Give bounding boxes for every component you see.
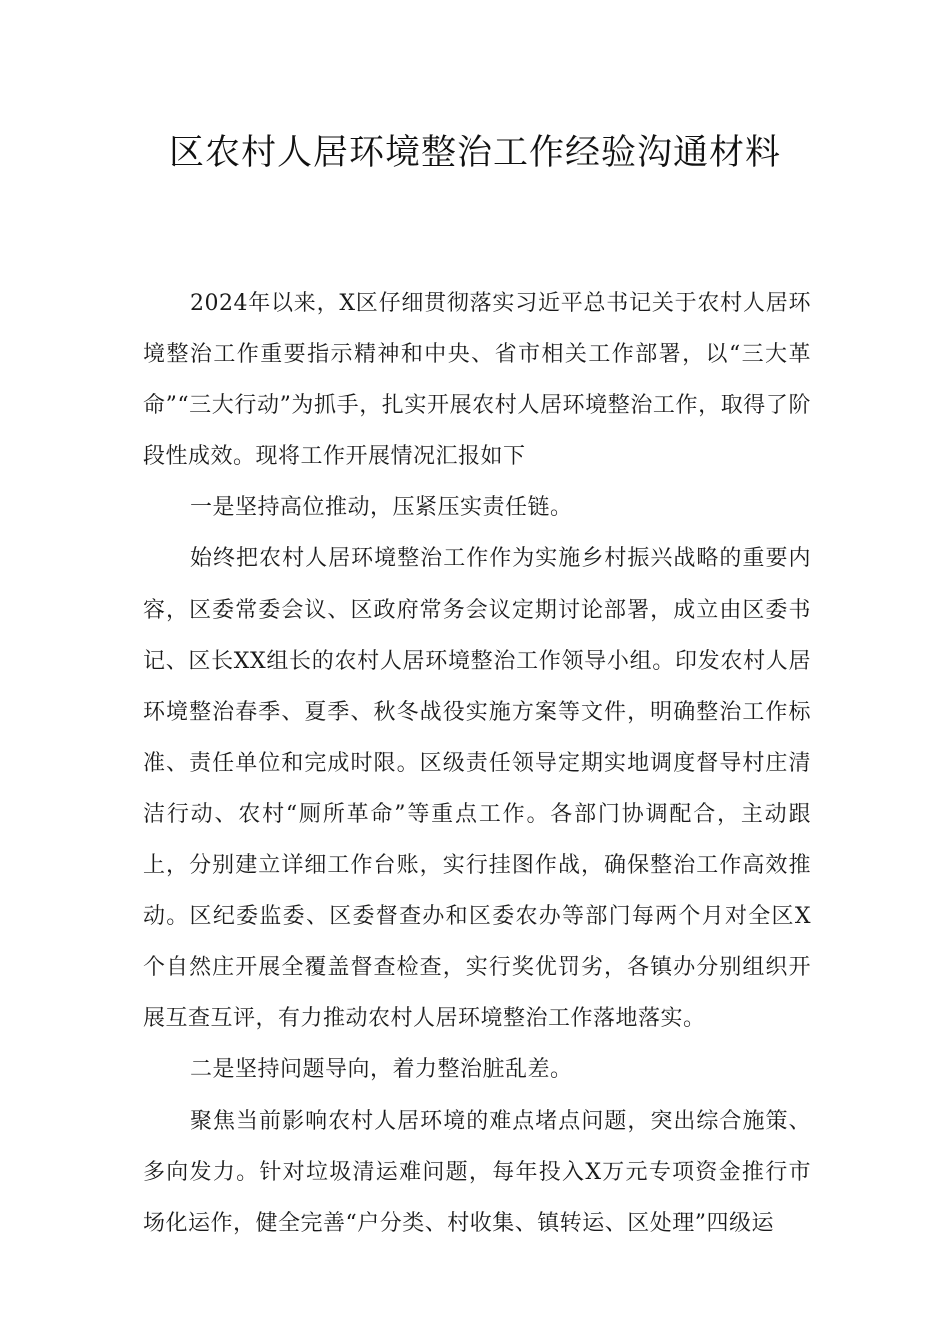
paragraph-intro: 2024年以来，X区仔细贯彻落实习近平总书记关于农村人居环境整治工作重要指示精神和中央、省市相关工作部署，以“三大革命”“三大行动”为抓手，扎实开展农村人居环境整治工作，取得了阶段性成效。现将工作开展情况汇报如下 [143, 291, 811, 470]
section-heading-2: 二是坚持问题导向，着力整治脏乱差。 [190, 1057, 573, 1083]
document-title: 区农村人居环境整治工作经验沟通材料 [168, 133, 781, 173]
document-body [143, 278, 811, 1249]
paragraph-section-1: 始终把农村人居环境整治工作作为实施乡村振兴战略的重要内容，区委常委会议、区政府常务会议定期讨论部署，成立由区委书记、区长XX组长的农村人居环境整治工作领导小组。印发农村人居环境整治春季、夏季、秋冬战役实施方案等文件，明确整治工作标准、责任单位和完成时限。区级责任领导定期实地调度督导村庄清洁行动、农村“厕所革命”等重点工作。各部门协调配合，主动跟上，分别建立详细工作台账，实行挂图作战，确保整治工作高效推动。区纪委监委、区委督查办和区委农办等部门每两个月对全区X个自然庄开展全覆盖督查检查，实行奖优罚劣，各镇办分别组织开展互查互评，有力推动农村人居环境整治工作落地落实。 [143, 546, 811, 1032]
section-heading-1: 一是坚持高位推动，压紧压实责任链。 [190, 495, 573, 521]
paragraph-section-2: 聚焦当前影响农村人居环境的难点堵点问题，突出综合施策、多向发力。针对垃圾清运难问题，每年投入X万元专项资金推行市场化运作，健全完善“户分类、村收集、镇转运、区处理”四级运 [143, 1108, 811, 1236]
